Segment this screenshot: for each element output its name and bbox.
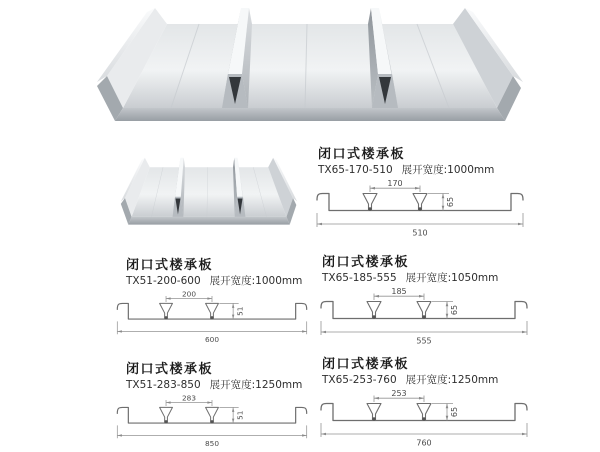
height-dim-label: 65 <box>446 196 455 208</box>
height-dim-label: 65 <box>450 304 459 316</box>
height-dim-label: 51 <box>235 306 245 316</box>
deck-panel-3d-art <box>97 8 523 121</box>
section-title: 闭口式楼承板 <box>126 258 214 273</box>
model-code: TX65-185-555 <box>322 272 397 284</box>
section-title: 闭口式楼承板 <box>322 255 410 270</box>
spec-section-tx51-200-600 <box>126 258 312 348</box>
deck-panel-3d-image <box>95 0 525 142</box>
deck-panel-3d-thumbnail <box>120 153 298 237</box>
height-dim-label: 51 <box>235 410 245 420</box>
section-subtitle <box>126 379 312 391</box>
rib-spacing-dim-label: 200 <box>182 289 197 299</box>
height-dim-label: 65 <box>450 406 459 418</box>
rib-spacing-dim-label: 170 <box>387 179 403 189</box>
spec-section-tx51-283-850 <box>126 362 312 452</box>
cross-section-diagram <box>316 288 532 350</box>
expanded-width-label: 展开宽度:1250mm <box>405 374 499 386</box>
section-subtitle <box>126 275 312 287</box>
cross-section-diagram <box>312 180 528 242</box>
model-code: TX65-170-510 <box>318 164 393 176</box>
cross-section-diagram <box>112 395 312 452</box>
spec-section-tx65-170-510 <box>318 147 528 242</box>
spec-section-tx65-253-760 <box>322 357 532 452</box>
overall-width-dim-label: 510 <box>412 228 428 238</box>
cross-section-diagram <box>112 291 312 348</box>
overall-width-dim-label: 555 <box>416 336 432 346</box>
overall-width-dim-label: 600 <box>204 335 220 345</box>
section-title: 闭口式楼承板 <box>322 357 410 372</box>
spec-section-tx65-185-555 <box>322 255 532 350</box>
overall-width-dim-label: 760 <box>416 438 432 448</box>
cross-section-diagram <box>316 390 532 452</box>
expanded-width-label: 展开宽度:1000mm <box>209 275 303 287</box>
overall-width-dim-label: 850 <box>204 439 220 449</box>
section-subtitle <box>322 374 532 386</box>
expanded-width-label: 展开宽度:1250mm <box>209 379 303 391</box>
section-subtitle <box>318 164 528 176</box>
section-title: 闭口式楼承板 <box>126 362 214 377</box>
model-code: TX51-200-600 <box>126 275 201 287</box>
rib-spacing-dim-label: 283 <box>182 393 197 403</box>
expanded-width-label: 展开宽度:1000mm <box>401 164 495 176</box>
model-code: TX51-283-850 <box>126 379 201 391</box>
expanded-width-label: 展开宽度:1050mm <box>405 272 499 284</box>
rib-spacing-dim-label: 185 <box>391 287 407 297</box>
rib-spacing-dim-label: 253 <box>391 389 407 399</box>
section-title: 闭口式楼承板 <box>318 147 406 162</box>
section-subtitle <box>322 272 532 284</box>
model-code: TX65-253-760 <box>322 374 397 386</box>
